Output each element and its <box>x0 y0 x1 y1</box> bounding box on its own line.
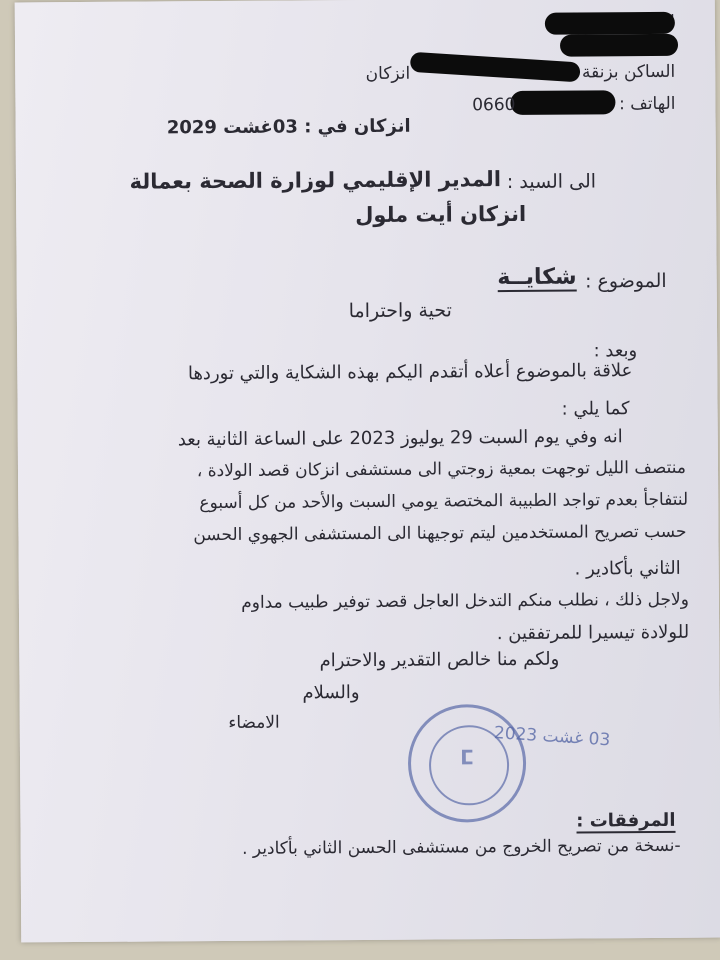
redaction-phone <box>510 90 615 115</box>
stamp-date: 03 غشت 2023 <box>492 723 611 751</box>
body-line-3: انه وفي يوم السبت 29 يوليوز 2023 على الساعة الثانية بعد <box>177 426 623 451</box>
body-line-5: لنتفاجأ بعدم تواجد الطبيبة المختصة يومي السبت والأحد من كل أسبوع <box>199 489 689 514</box>
closing: والسلام <box>302 682 360 704</box>
sender-address-city: انزكان <box>365 63 411 85</box>
body-line-9: للولادة تيسيرا للمرتفقين . <box>496 621 690 645</box>
recipient-title: المدير الإقليمي لوزارة الصحة بعمالة <box>129 167 502 194</box>
body-line-6: حسب تصريح المستخدمين ليتم توجيهنا الى المستشفى الجهوي الحسن <box>193 521 687 546</box>
body-line-8: ولاجل ذلك ، نطلب منكم التدخل العاجل قصد توفير طبيب مداوم <box>241 589 689 613</box>
sender-address-label: الساكن بزنقة <box>581 61 676 83</box>
body-line-4: منتصف الليل توجهت بمعية زوجتي الى مستشفى انزكان قصد الولادة ، <box>196 457 687 482</box>
body-line-0: وبعد : <box>593 340 638 362</box>
body-line-7: الثاني بأكادير . <box>574 557 681 580</box>
redaction-address <box>410 52 581 83</box>
redaction-name-2 <box>560 34 678 57</box>
official-seal <box>408 704 527 823</box>
subject-label: الموضوع : <box>585 269 667 293</box>
subject-value: شكايــة <box>497 264 577 291</box>
body-line-10: ولكم منا خالص التقدير والاحترام <box>319 648 560 672</box>
body-line-2: كما يلي : <box>561 398 630 420</box>
letter-paper <box>15 0 720 942</box>
sender-phone-label: الهاتف : <box>618 93 676 115</box>
attachments-label: المرفقات : <box>576 809 676 832</box>
greeting: تحية واحتراما <box>348 299 452 323</box>
redaction-name <box>545 12 675 35</box>
signature-label: الامضاء <box>228 712 280 733</box>
attachment-item: -نسخة من تصريح الخروج من مستشفى الحسن الثاني بأكادير . <box>242 835 681 859</box>
recipient-prefix: الى السيد : <box>506 170 597 194</box>
recipient-title-line2: انزكان أيت ملول <box>355 201 527 228</box>
body-line-1: علاقة بالموضوع أعلاه أتقدم اليكم بهذه الشكاية والتي توردها <box>187 360 633 385</box>
sender-phone: 0660 <box>472 94 516 116</box>
letter-date: انزكان في : 03غشت 2029 <box>166 115 411 139</box>
official-seal-emblem: ⵎ <box>460 745 474 770</box>
